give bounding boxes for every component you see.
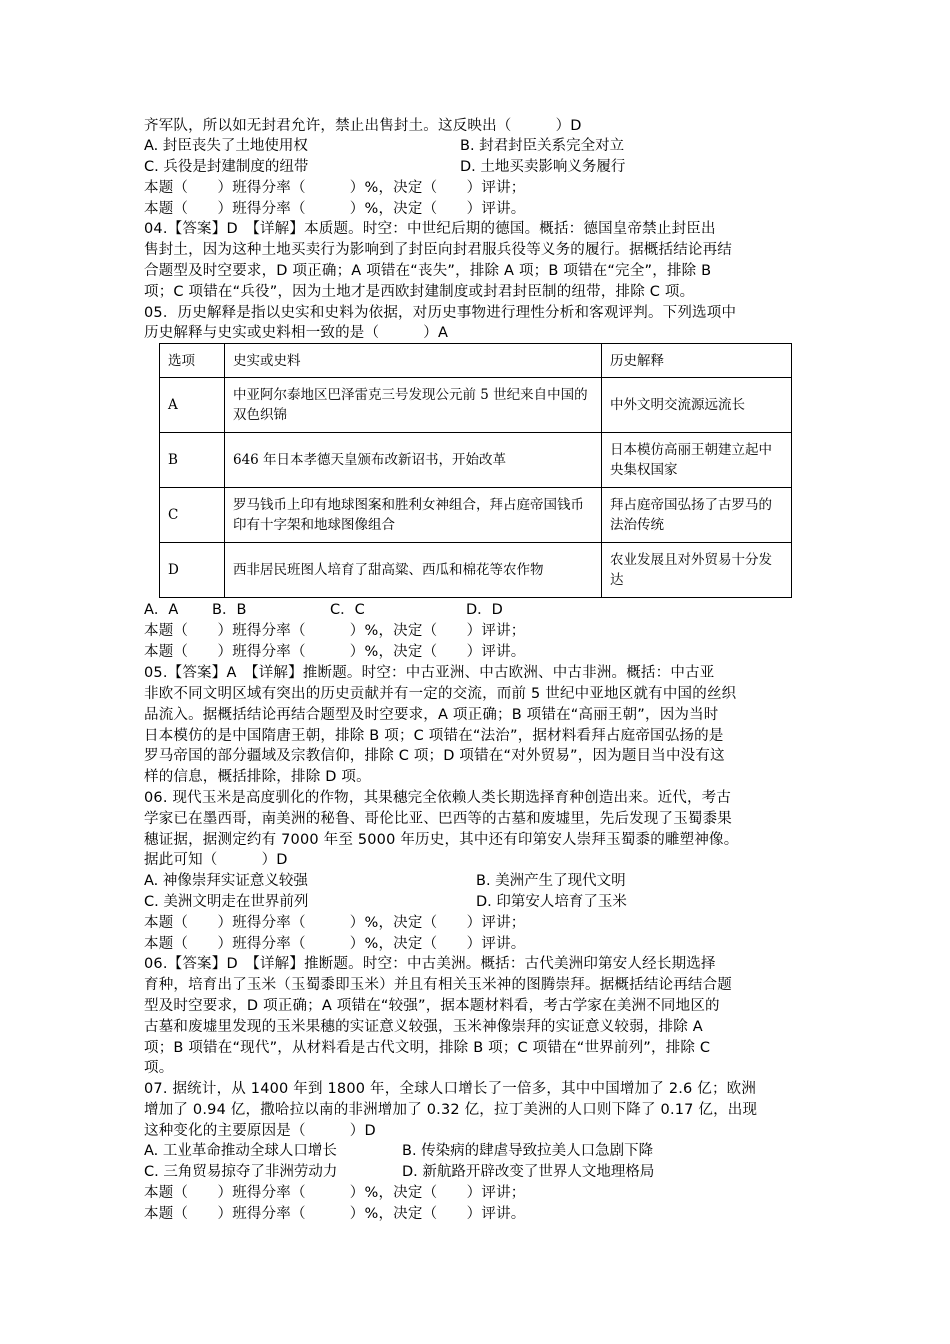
table-cell: B <box>160 433 225 488</box>
q4-answer-line: 售封土，因为这种土地买卖行为影响到了封臣向封君服兵役等义务的履行。据概括结论再结 <box>144 242 732 258</box>
table-cell: 罗马钱币上印有地球图案和胜利女神组合，拜占庭帝国钱币印有十字架和地球图像组合 <box>225 488 602 543</box>
q6-answer-line: 型及时空要求，D 项正确；A 项错在“较强”，据本题材料看，考古学家在美洲不同地区的 <box>144 998 720 1014</box>
q4-answer-line: 04.【答案】D 【详解】本质题。时空：中世纪后期的德国。概括：德国皇帝禁止封臣出 <box>144 221 716 237</box>
q7-stem-line: 07. 据统计，从 1400 年到 1800 年，全球人口增长了一倍多，其中中国增加了 2.6 亿；欧洲 <box>144 1081 757 1097</box>
table-cell: D <box>160 543 225 598</box>
q5-table <box>159 343 792 598</box>
q4-score-line-2: 本题（ ）班得分率（ ）%，决定（ ）评讲。 <box>144 201 526 217</box>
q6-answer-line: 育种，培育出了玉米（玉蜀黍即玉米）并且有相关玉米神的图腾崇拜。据概括结论再结合题 <box>144 977 732 993</box>
q6-stem-line: 据此可知（ ）D <box>144 852 288 868</box>
table-header-row <box>160 344 792 378</box>
q7-stem-line: 增加了 0.94 亿，撒哈拉以南的非洲增加了 0.32 亿，拉丁美洲的人口则下降了 0.17 亿，出现 <box>144 1102 758 1118</box>
q5-answer-line: 样的信息，概括排除，排除 D 项。 <box>144 769 371 785</box>
q5-answer-line: 罗马帝国的部分疆域及宗教信仰，排除 C 项；D 项错在“对外贸易”，因为题目当中没有这 <box>144 748 725 764</box>
q4-score-line-1: 本题（ ）班得分率（ ）%，决定（ ）评讲； <box>144 180 526 196</box>
q6-option-c: C. 美洲文明走在世界前列 <box>144 894 309 910</box>
q6-option-a: A. 神像崇拜实证意义较强 <box>144 873 308 889</box>
q5-answer-line: 05.【答案】A 【详解】推断题。时空：中古亚洲、中古欧洲、中古非洲。概括：中古亚 <box>144 665 715 681</box>
table-cell: 中亚阿尔泰地区巴泽雷克三号发现公元前 5 世纪来自中国的双色织锦 <box>225 378 602 433</box>
q6-answer-line: 06.【答案】D 【详解】推断题。时空：中古美洲。概括：古代美洲印第安人经长期选择 <box>144 956 716 972</box>
q6-stem-line: 学家已在墨西哥，南美洲的秘鲁、哥伦比亚、巴西等的古墓和废墟里，先后发现了玉蜀黍果 <box>144 811 732 827</box>
table-cell: 日本模仿高丽王朝建立起中央集权国家 <box>602 433 792 488</box>
q7-stem-line: 这种变化的主要原因是（ ）D <box>144 1123 376 1139</box>
q7-option-c: C. 三角贸易掠夺了非洲劳动力 <box>144 1164 338 1180</box>
q4-option-a: A. 封臣丧失了土地使用权 <box>144 138 308 154</box>
q6-answer-line: 项；B 项错在“现代”，从材料看是古代文明，排除 B 项；C 项错在“世界前列”，排除 C <box>144 1040 711 1056</box>
q7-option-b: B. 传染病的肆虐导致拉美人口急剧下降 <box>402 1143 654 1159</box>
q5-answer-line: 非欧不同文明区域有突出的历史贡献并有一定的交流，而前 5 世纪中亚地区就有中国的丝织 <box>144 686 737 702</box>
q5-stem-line: 历史解释与史实或史料相一致的是（ ）A <box>144 325 449 341</box>
q4-answer-line: 合题型及时空要求，D 项正确；A 项错在“丧失”，排除 A 项；B 项错在“完全”，排除 B <box>144 263 712 279</box>
q6-option-d: D. 印第安人培育了玉米 <box>476 894 627 910</box>
table-row <box>160 543 792 598</box>
q5-answer-line: 品流入。据概括结论再结合题型及时空要求，A 项正确；B 项错在“高丽王朝”，因为当时 <box>144 707 719 723</box>
q5-option-d: D．D <box>466 602 503 618</box>
table-cell: 西非居民班图人培育了甜高粱、西瓜和棉花等农作物 <box>225 543 602 598</box>
q7-score-line-2: 本题（ ）班得分率（ ）%，决定（ ）评讲。 <box>144 1206 526 1222</box>
table-cell: 646 年日本孝德天皇颁布改新诏书，开始改革 <box>225 433 602 488</box>
table-cell: 中外文明交流源远流长 <box>602 378 792 433</box>
q7-score-line-1: 本题（ ）班得分率（ ）%，决定（ ）评讲； <box>144 1185 526 1201</box>
q6-stem-line: 06. 现代玉米是高度驯化的作物，其果穗完全依赖人类长期选择育种创造出来。近代，考古 <box>144 790 732 806</box>
q5-option-b: B．B <box>212 602 247 618</box>
table-header-cell: 历史解释 <box>602 344 792 378</box>
q5-option-a: A．A <box>144 602 179 618</box>
q7-option-d: D. 新航路开辟改变了世界人文地理格局 <box>402 1164 655 1180</box>
q6-score-line-2: 本题（ ）班得分率（ ）%，决定（ ）评讲。 <box>144 936 526 952</box>
table-row <box>160 488 792 543</box>
table-cell: 拜占庭帝国弘扬了古罗马的法治传统 <box>602 488 792 543</box>
q5-score-line-2: 本题（ ）班得分率（ ）%，决定（ ）评讲。 <box>144 644 526 660</box>
table-row <box>160 378 792 433</box>
table-cell: A <box>160 378 225 433</box>
q5-stem-line: 05．历史解释是指以史实和史料为依据，对历史事物进行理性分析和客观评判。下列选项中 <box>144 305 737 321</box>
q6-score-line-1: 本题（ ）班得分率（ ）%，决定（ ）评讲； <box>144 915 526 931</box>
q4-option-b: B. 封君封臣关系完全对立 <box>460 138 625 154</box>
table-row <box>160 433 792 488</box>
q4-option-d: D. 土地买卖影响义务履行 <box>460 159 626 175</box>
table-header-cell: 选项 <box>160 344 225 378</box>
q4-stem-line: 齐军队，所以如无封君允许，禁止出售封土。这反映出（ ）D <box>144 118 582 134</box>
q7-option-a: A. 工业革命推动全球人口增长 <box>144 1143 337 1159</box>
q6-answer-line: 项。 <box>144 1060 174 1076</box>
q4-answer-line: 项；C 项错在“兵役”，因为土地才是西欧封建制度或封君封臣制的纽带，排除 C 项。 <box>144 284 695 300</box>
q5-option-c: C．C <box>330 602 365 618</box>
q6-answer-line: 古墓和废墟里发现的玉米果穗的实证意义较强，玉米神像崇拜的实证意义较弱，排除 A <box>144 1019 703 1035</box>
q6-option-b: B. 美洲产生了现代文明 <box>476 873 626 889</box>
q5-answer-line: 日本模仿的是中国隋唐王朝，排除 B 项；C 项错在“法治”，据材料看拜占庭帝国弘扬的是 <box>144 728 724 744</box>
table-header-cell: 史实或史料 <box>225 344 602 378</box>
table-cell: 农业发展且对外贸易十分发达 <box>602 543 792 598</box>
table-cell: C <box>160 488 225 543</box>
q6-stem-line: 穗证据，据测定约有 7000 年至 5000 年历史，其中还有印第安人崇拜玉蜀黍的雕塑神像。 <box>144 832 739 848</box>
q5-score-line-1: 本题（ ）班得分率（ ）%，决定（ ）评讲； <box>144 623 526 639</box>
q4-option-c: C. 兵役是封建制度的纽带 <box>144 159 309 175</box>
